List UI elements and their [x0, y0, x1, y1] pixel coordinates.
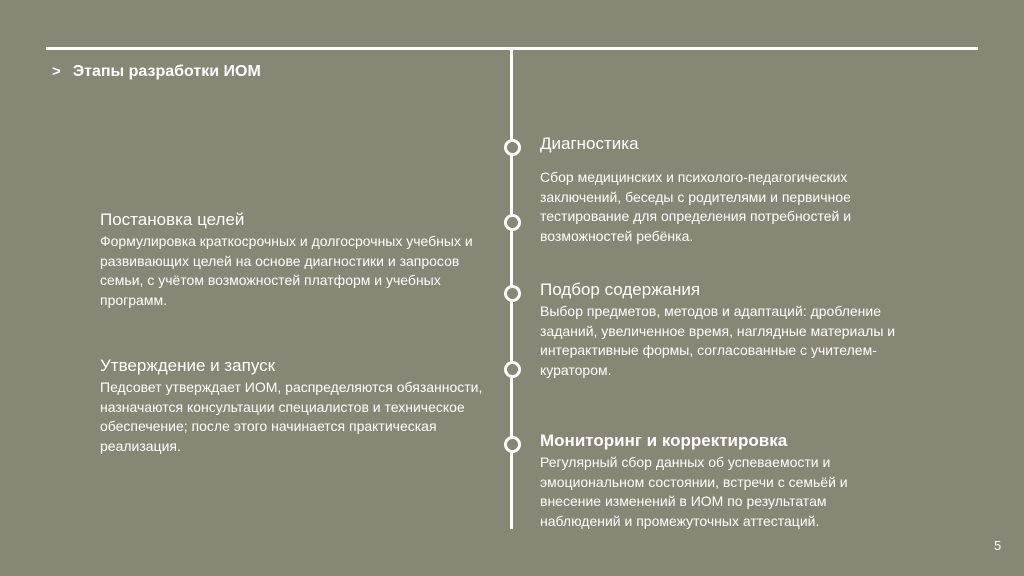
stage-content-title: Подбор содержания [540, 280, 701, 299]
stage-goals [100, 209, 490, 310]
stage-diagnostics [540, 133, 940, 246]
stage-monitoring-title: Мониторинг и корректировка [540, 431, 788, 450]
stage-goals-title: Постановка целей [100, 210, 245, 229]
stage-launch-title: Утверждение и запуск [100, 356, 276, 375]
chevron-right-icon: > [52, 63, 61, 80]
stage-monitoring-text: Регулярный сбор данных об успеваемости и эмоциональном состоянии, встречи с семьёй и внесение изменений в ИОМ по результатам наблюдений и промежуточных аттестаций. [540, 454, 848, 529]
stage-diagnostics-text: Сбор медицинских и психолого-педагогических заключений, беседы с родителями и первичное тестирование для определения потребностей и возможностей ребёнка. [540, 169, 852, 244]
timeline-node-content [504, 285, 521, 302]
slide-title: Этапы разработки ИОМ [72, 63, 261, 80]
slide-header [52, 62, 261, 82]
stage-launch-text: Педсовет утверждает ИОМ, распределяются обязанности, назначаются консультации специалистов и техническое обеспечение; после этого начинается практическая реализация. [100, 379, 483, 454]
stage-content-text: Выбор предметов, методов и адаптаций: дробление заданий, увеличенное время, наглядные материалы и интерактивные формы, согласованные с учителем-куратором. [540, 303, 896, 378]
timeline-node-launch [504, 361, 521, 378]
stage-diagnostics-title: Диагностика [540, 134, 639, 153]
page-number: 5 [994, 538, 1002, 553]
stage-content [540, 279, 940, 380]
stage-launch [100, 355, 490, 456]
timeline-node-goals [504, 214, 521, 231]
stage-goals-text: Формулировка краткосрочных и долгосрочных учебных и развивающих целей на основе диагностики и запросов семьи, с учётом возможностей платформ и учебных программ. [100, 233, 473, 308]
timeline-node-diagnostics [504, 139, 521, 156]
stage-monitoring [540, 430, 940, 531]
timeline-node-monitoring [504, 436, 521, 453]
